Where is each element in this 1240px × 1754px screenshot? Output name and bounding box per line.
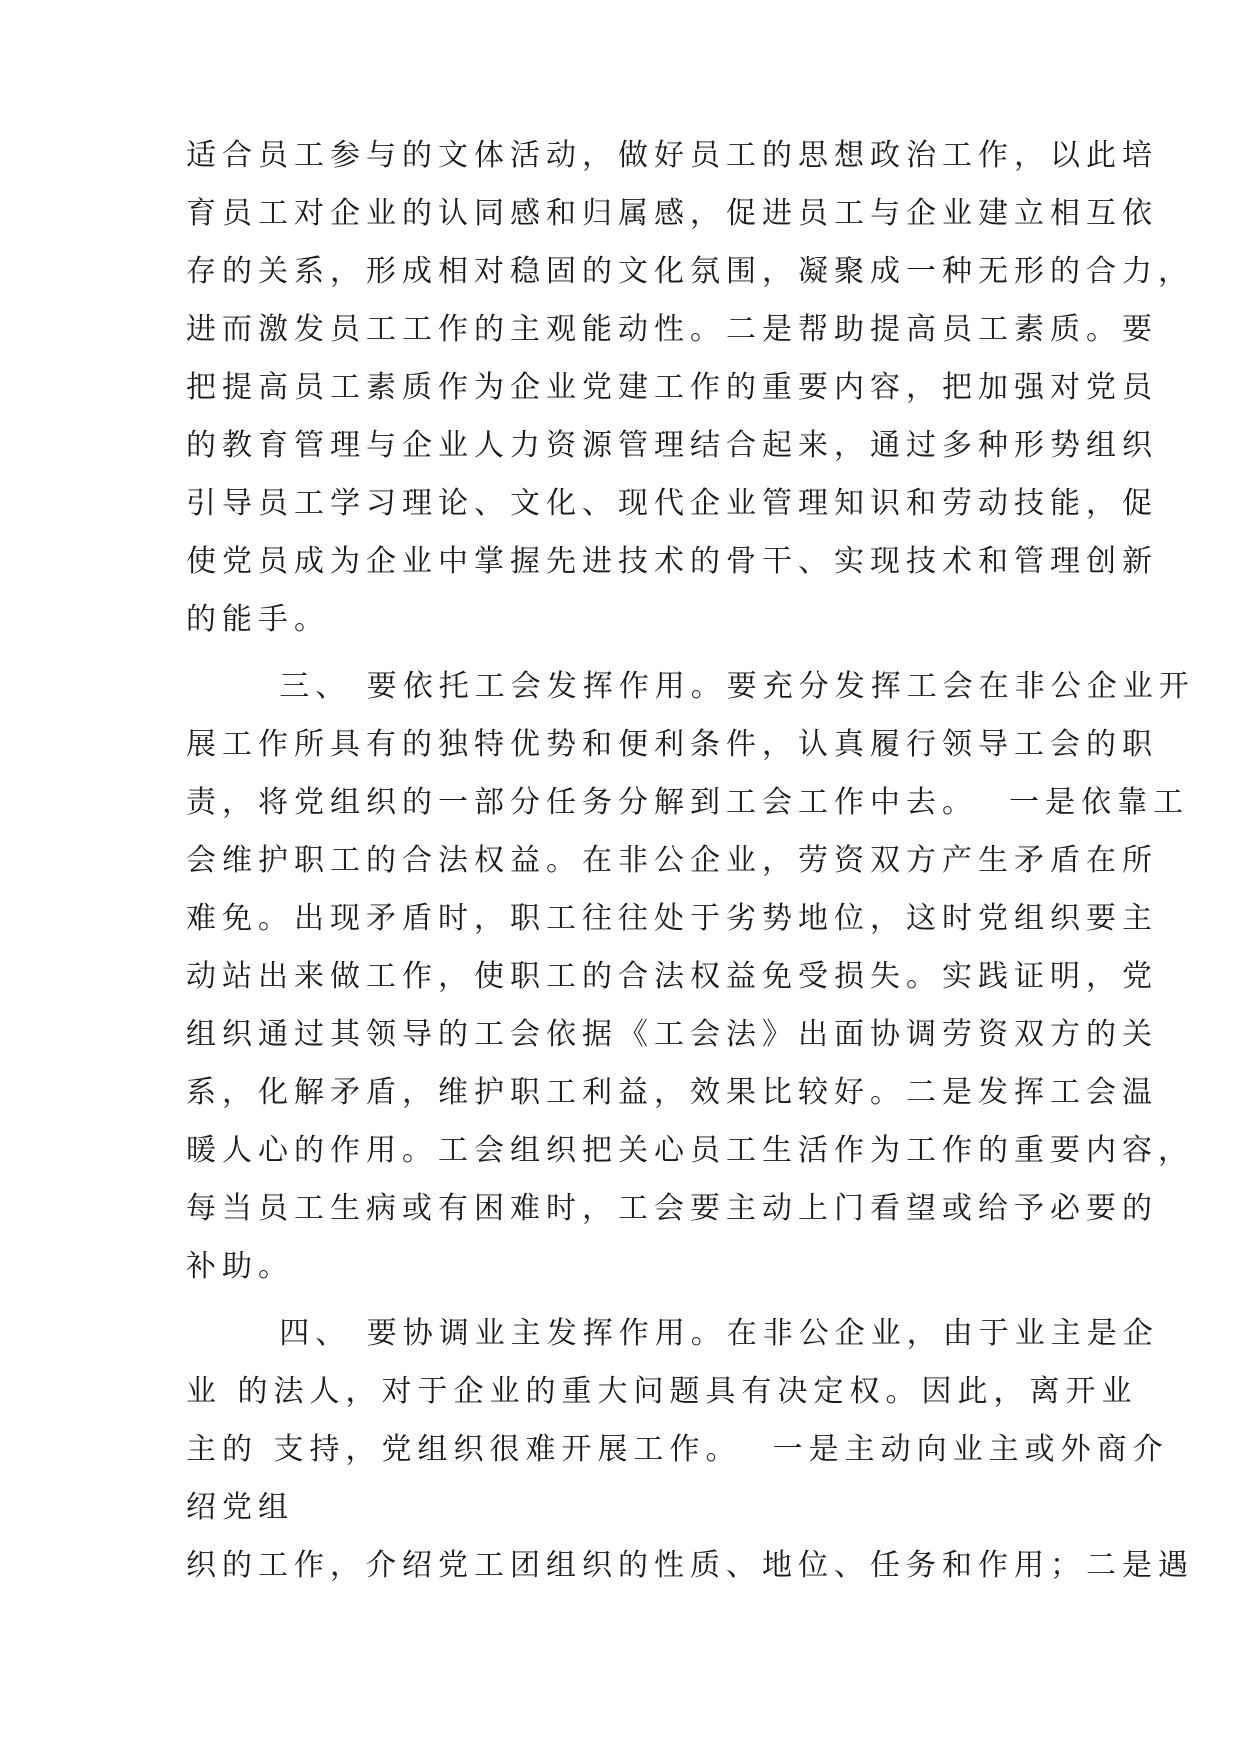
text-line: 每当员工生病或有困难时，工会要主动上门看望或给予必要的 <box>186 1191 1158 1226</box>
text-line: 存的关系，形成相对稳固的文化氛围，凝聚成一种无形的合力， <box>186 254 1194 289</box>
text-line: 引导员工学习理论、文化、现代企业管理知识和劳动技能，促 <box>186 486 1158 521</box>
text-line: 主的 支持，党组织很难开展工作。 一是主动向业主或外商介 <box>186 1432 1169 1467</box>
text-line: 难免。出现矛盾时，职工往往处于劣势地位，这时党组织要主 <box>186 901 1158 936</box>
text-line: 育员工对企业的认同感和归属感，促进员工与企业建立相互依 <box>186 196 1158 231</box>
text-line: 把提高员工素质作为企业党建工作的重要内容，把加强对党员 <box>186 370 1158 405</box>
text-line: 业 的法人，对于企业的重大问题具有决定权。因此，离开业 <box>186 1374 1138 1409</box>
text-line: 织的工作，介绍党工团组织的性质、地位、任务和作用；二是遇 <box>186 1548 1194 1583</box>
text-line: 使党员成为企业中掌握先进技术的骨干、实现技术和管理创新 <box>186 544 1158 579</box>
text-line: 会维护职工的合法权益。在非公企业，劳资双方产生矛盾在所 <box>186 843 1158 878</box>
paragraph-4-heading-line: 四、 要协调业主发挥作用。在非公企业，由于业主是企 <box>186 1316 1159 1351</box>
paragraph-3-heading-line: 三、 要依托工会发挥作用。要充分发挥工会在非公企业开 <box>186 669 1195 704</box>
text-line: 责，将党组织的一部分任务分解到工会工作中去。 一是依靠工 <box>186 785 1190 820</box>
text-line: 组织通过其领导的工会依据《工会法》出面协调劳资双方的关 <box>186 1017 1158 1052</box>
text-line: 动站出来做工作，使职工的合法权益免受损失。实践证明，党 <box>186 959 1158 994</box>
text-line: 的教育管理与企业人力资源管理结合起来，通过多种形势组织 <box>186 428 1158 463</box>
text-line: 绍党组 <box>186 1490 294 1525</box>
text-line: 的能手。 <box>186 602 330 637</box>
text-line: 系，化解矛盾，维护职工利益，效果比较好。二是发挥工会温 <box>186 1075 1158 1110</box>
text-line: 补助。 <box>186 1249 294 1284</box>
text-line: 暖人心的作用。工会组织把关心员工生活作为工作的重要内容， <box>186 1133 1194 1168</box>
text-line: 展工作所具有的独特优势和便利条件，认真履行领导工会的职 <box>186 727 1158 762</box>
text-line: 进而激发员工工作的主观能动性。二是帮助提高员工素质。要 <box>186 312 1158 347</box>
text-line: 适合员工参与的文体活动，做好员工的思想政治工作，以此培 <box>186 138 1158 173</box>
